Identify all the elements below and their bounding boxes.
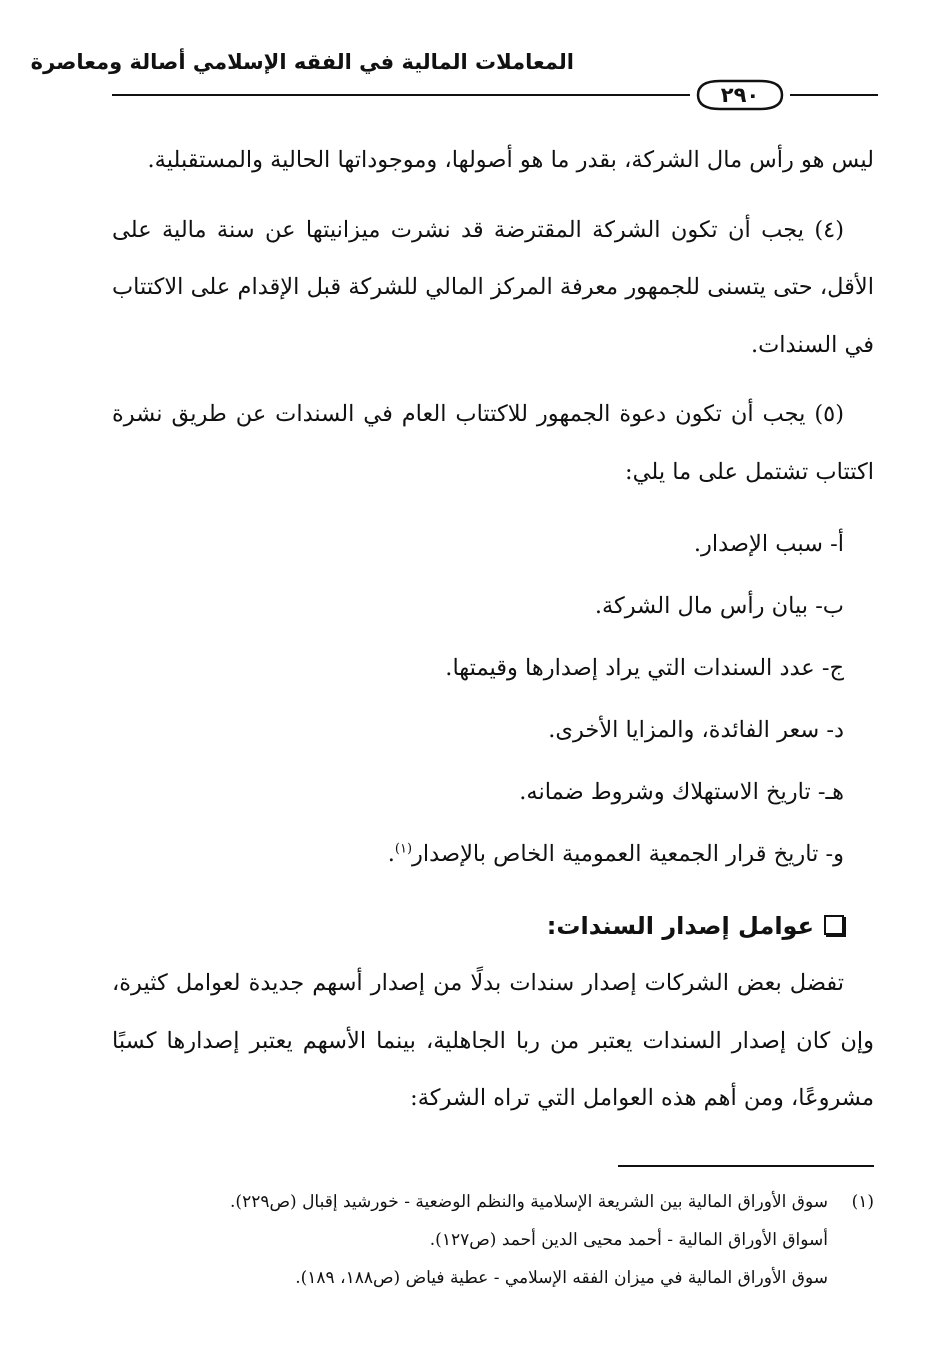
footnote-line: أسواق الأوراق المالية - أحمد محيى الدين أحمد (ص١٢٧). bbox=[429, 1230, 828, 1250]
list-item: ج- عدد السندات التي يراد إصدارها وقيمتها. bbox=[445, 655, 844, 681]
section-heading-text: عوامل إصدار السندات: bbox=[546, 912, 814, 940]
prospectus-items-list bbox=[112, 513, 874, 885]
list-item: د- سعر الفائدة، والمزايا الأخرى. bbox=[548, 717, 844, 743]
list-item: أ- سبب الإصدار. bbox=[693, 531, 844, 557]
condition-5-paragraph: (٥) يجب أن تكون دعوة الجمهور للاكتتاب العام في السندات عن طريق نشرة اكتتاب تشتمل على ما يلي: bbox=[112, 401, 874, 485]
footnote-line: سوق الأوراق المالية في ميزان الفقه الإسلامي - عطية فياض (ص١٨٨، ١٨٩). bbox=[295, 1268, 828, 1288]
body-text bbox=[112, 132, 874, 1140]
footnotes bbox=[104, 1183, 874, 1297]
intro-paragraph: ليس هو رأس مال الشركة، بقدر ما هو أصولها، وموجوداتها الحالية والمستقبلية. bbox=[147, 147, 874, 173]
running-title: المعاملات المالية في الفقه الإسلامي أصالة ومعاصرة bbox=[30, 50, 574, 74]
footnote-rule bbox=[618, 1165, 874, 1167]
footnote-line bbox=[104, 1183, 874, 1221]
list-item-end: . bbox=[387, 841, 395, 867]
condition-4-paragraph: (٤) يجب أن تكون الشركة المقترضة قد نشرت ميزانيتها عن سنة مالية على الأقل، حتى يتسنى للجمهور معرفة المركز المالي للشركة قبل الإقدام على الاكتتاب في السندات. bbox=[112, 216, 874, 358]
section-heading bbox=[112, 903, 874, 949]
square-bullet-icon bbox=[824, 915, 844, 935]
page-number: ٢٩٠ bbox=[720, 83, 760, 107]
list-item: ب- بيان رأس مال الشركة. bbox=[594, 593, 844, 619]
footnote-marker: (١) bbox=[851, 1192, 874, 1212]
section-paragraph: تفضل بعض الشركات إصدار سندات بدلًا من إصدار أسهم جديدة لعوامل كثيرة، وإن كان إصدار السندات يعتبر من ربا الجاهلية، بينما الأسهم يعتبر إصدارها كسبًا مشروعًا، ومن أهم هذه العوامل التي تراه الشركة: bbox=[112, 970, 874, 1111]
list-item-with-footnote bbox=[112, 823, 844, 885]
list-item: هـ- تاريخ الاستهلاك وشروط ضمانه. bbox=[519, 779, 844, 805]
list-item-text: و- تاريخ قرار الجمعية العمومية الخاص بالإصدار bbox=[412, 841, 844, 867]
footnote-text: سوق الأوراق المالية بين الشريعة الإسلامية والنظم الوضعية - خورشيد إقبال (ص٢٢٩). bbox=[230, 1192, 828, 1212]
footnote-reference: (١) bbox=[394, 841, 413, 857]
page-number-badge bbox=[690, 78, 790, 112]
